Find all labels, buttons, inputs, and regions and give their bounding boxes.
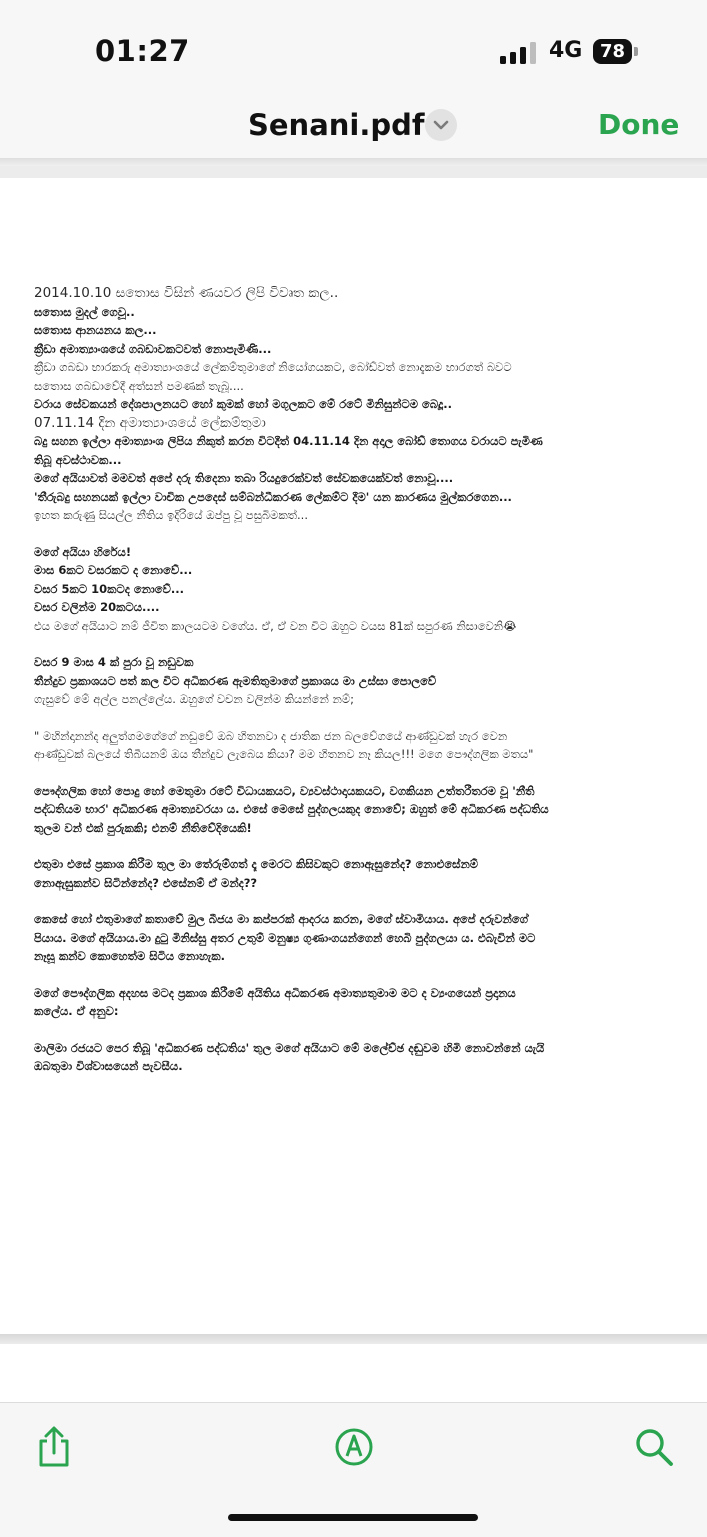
status-time: 01:27 — [95, 34, 190, 68]
markup-icon — [332, 1425, 376, 1469]
text-line: ක්‍රීඩා අමාත්‍යාංශයේ ගබඩාවකටවත් නොපැමිණි... — [34, 341, 272, 356]
markup-button[interactable] — [332, 1425, 376, 1469]
text-line: එතුමා එසේ ප්‍රකාශ කිරීම තුල මා තේරුම්ගත් දෑ මෙරට කිසිවකුට නොඇසුනේද? නොඑසේනම් — [34, 857, 479, 871]
text-line: සතොස ආනයනය කල... — [34, 323, 157, 337]
page-edge — [0, 1334, 707, 1344]
text-line: ක්‍රීඩා ගබඩා භාරකරු අමාත්‍යාංශයේ ලේකම්තුමාගේ නියෝගයකට, බෝඩ්වත් නොදැකම භාරගත් බවට — [34, 360, 512, 374]
text-line: කෙසේ හෝ එතුමාගේ කතාවේ මුල බීජය මා කප්පරක් ආදරය කරන, මගේ ස්වාමියාය. අපේ දරුවන්ගේ — [34, 912, 528, 926]
text-line: ඔබතුමා විශ්වාසයෙන් පැවසීය. — [34, 1059, 183, 1073]
text-line: 07.11.14 දින අමාත්‍යාංශයේ ලේකම්තුමා — [34, 414, 266, 431]
paragraph-6 — [34, 855, 682, 892]
home-indicator[interactable] — [228, 1514, 478, 1521]
chevron-down-icon — [433, 118, 449, 132]
paragraph-1 — [34, 284, 682, 525]
document-title[interactable]: Senani.pdf — [248, 108, 425, 142]
text-line: සතොස ගබඩාවේදී අත්සන් පමණක් තැබූ.... — [34, 378, 244, 393]
text-line: ගැසුවේ මේ අල්ල පනල්ලේය. ඔහුගේ වචන වලින්ම කියන්නේ නම්; — [34, 692, 354, 706]
share-button[interactable] — [32, 1425, 76, 1469]
paragraph-3 — [34, 653, 682, 709]
navigation-bar — [0, 92, 707, 160]
text-line: පියාය. මගේ අයියාය.මා දුටු මිනිස්සු අතර උතුම් මනුෂ්‍ය ගුණාංගයන්ගෙන් හෙබි පුද්ගලයා ය. එබැවින් මට — [34, 930, 536, 945]
text-line: මගේ අයියාවත් මමවත් අපේ දරු තිදෙනා තබා රියදුරෙක්වත් සේවකයෙක්වත් නොවූ.... — [34, 471, 454, 485]
nav-divider — [0, 158, 707, 166]
text-line: කලේය. ඒ අනුව: — [34, 1004, 119, 1018]
text-line: මගේ අයියා හිරේය! — [34, 544, 132, 559]
status-bar — [0, 0, 707, 92]
text-line: ආණ්ඩුවක් බලයේ තිබීයනම් ඔය තීන්දුව ලැබෙය කියා? මම හිතනව නෑ කියල!!! මගෙ පෞද්ගලික මතය" — [34, 747, 534, 761]
network-type: 4G — [549, 38, 583, 63]
text-line: නෑසූ කන්ව කොහෙත්ම සිටිය නොහැක. — [34, 949, 225, 963]
text-line: පද්ධතියම භාර' අධිකරණ අමාත්‍යවරයා ය. එසේ මෙසේ පුද්ගලයකුද නොවේ; ඔහුත් මේ අධිකරණ පද්ධතිය — [34, 802, 549, 816]
page-gap — [0, 166, 707, 178]
bottom-toolbar — [0, 1402, 707, 1537]
text-line: නොඇසුකන්ව සිටින්නේද? එසේනම් ඒ මන්ද?? — [34, 875, 258, 890]
document-body — [34, 284, 682, 1076]
text-line: තිබූ අවස්ථාවක... — [34, 452, 122, 467]
text-line: මාස 6කට වසරකට ද නොවේ... — [34, 563, 193, 577]
search-button[interactable] — [632, 1425, 676, 1469]
text-line: " මහින්දානන්ද අලුත්ගමගේගේ නඩුවේ ඔබ හිතනවා ද ජාතික ජන බලවේගයේ ආණ්ඩුවක් හැර වෙන — [34, 728, 508, 743]
text-line: එය මගේ අයියාට නම් ජීවිත කාලයටම වගේය. ඒ, ඒ වන විට ඔහුට වයස 81ක් සපුරණ නිසාවෙනි😭 — [34, 618, 517, 633]
text-line: මාලිමා රජයට පෙර තිබූ 'අධිකරණ පද්ධතිය' තුල මගේ අයියාට මේ මලේච්ඡ දඬුවම හිමි නොවන්නේ යැයි — [34, 1040, 545, 1055]
text-line: බදු සහන ඉල්ලා අමාත්‍යාංශ ලිපිය නිකුත් කරන විටදීත් 04.11.14 දින අදාල බෝඩ් තොගය වරායට පැමිණ — [34, 434, 543, 448]
paragraph-5 — [34, 782, 682, 838]
text-line: ඉහත කරුණු සියල්ල නීතිය ඉදිරියේ ඔප්පු වූ පසුබිමකත්... — [34, 508, 308, 522]
text-line: වසර 5කට 10කටද නොවේ... — [34, 581, 184, 596]
paragraph-2 — [34, 543, 682, 636]
pdf-page[interactable] — [0, 178, 707, 1334]
text-line: වරාය සේවකයන් දේශපාලනයට හෝ කුමක් හෝ මගුලකට මේ රටේ මිනිසුන්ටම බෙදූ.. — [34, 397, 452, 411]
paragraph-8 — [34, 984, 682, 1021]
text-line: 'තීරුබදු සහනයක් ඉල්ලා වාචික උපදෙස් සම්බන්ධීකරණ ලේකම්ට දීම' යන කාරණය මුල්කරගෙන... — [34, 489, 512, 504]
battery-icon: 78 — [593, 39, 632, 64]
cellular-signal-icon — [500, 42, 540, 64]
text-line: තීන්දුව ප්‍රකාශයට පත් කල විට අධිකරණ ඇමතිතුමාගේ ප්‍රකාශය මා උස්සා පොලවේ — [34, 673, 437, 688]
text-line: වසර 9 මාස 4 ක් පුරා වූ නඩුවක — [34, 655, 194, 669]
battery-tip — [634, 47, 638, 56]
search-icon — [632, 1425, 676, 1469]
next-page-area — [0, 1344, 707, 1402]
text-line: තුලම වන් එක් පුරුකකි; එනම් නීතිවේදියෙකි! — [34, 820, 252, 835]
paragraph-7 — [34, 910, 682, 966]
text-line: පෞද්ගලික හෝ පොදු හෝ මෙතුමා රටේ විධායකයට, ව්‍යවස්ථාදායකයට, වගකියන උත්තරීතරම වූ 'නීති — [34, 783, 535, 798]
text-line: වසර වලින්ම 20කටය.... — [34, 600, 160, 614]
text-line: මගේ පෞද්ගලික අදහස මටද ප්‍රකාශ කිරීමේ අයිතිය අධිකරණ අමාත්‍යතුමාම මට ද ව්‍යංගයෙන් ප්‍රදානය — [34, 985, 516, 1000]
paragraph-4 — [34, 727, 682, 764]
paragraph-9 — [34, 1039, 682, 1076]
share-icon — [32, 1425, 76, 1469]
title-menu-button[interactable] — [425, 109, 457, 141]
text-line: 2014.10.10 සතොස විසින් ණයවර ලිපි විවෘත කල.. — [34, 285, 339, 301]
text-line: සතොස මුදල් ගෙවූ.. — [34, 304, 135, 319]
done-button[interactable]: Done — [598, 108, 680, 141]
